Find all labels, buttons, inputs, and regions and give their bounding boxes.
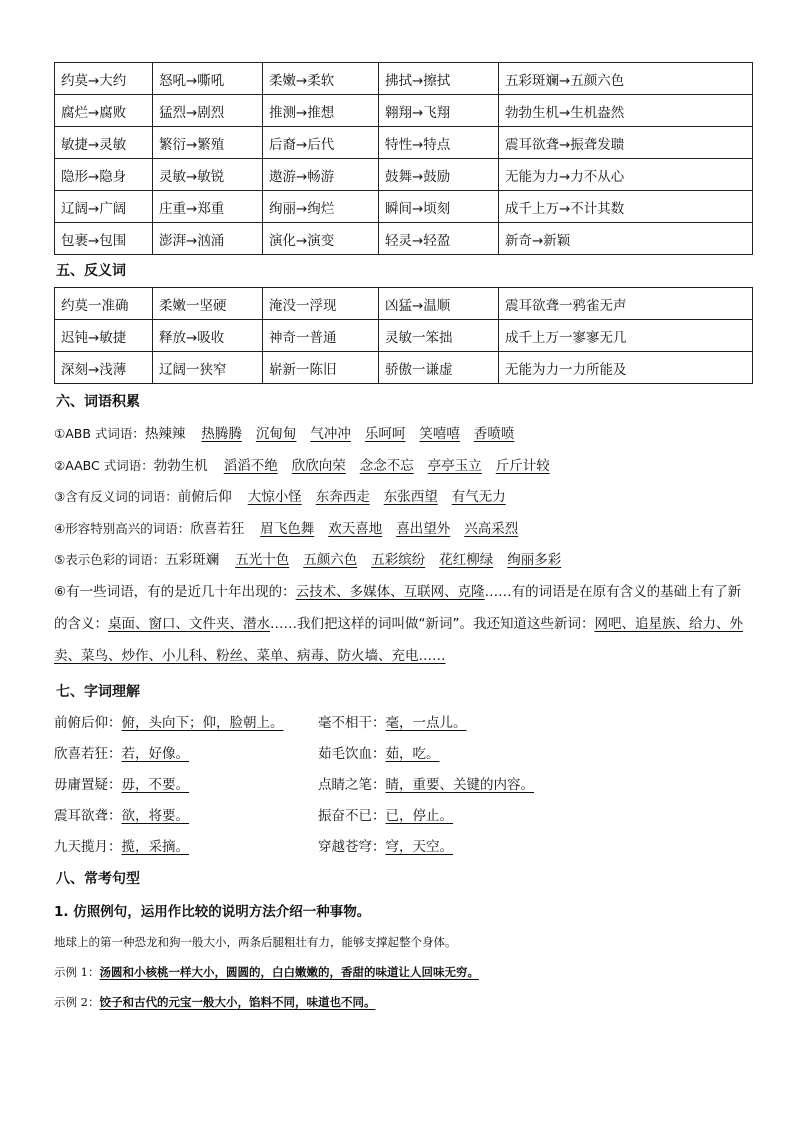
- antonym-row: [55, 320, 753, 352]
- answer-word: 有气无力: [451, 489, 506, 505]
- table-cell: 繁衍→繁殖: [153, 127, 263, 159]
- understand-row: [54, 739, 754, 770]
- answer-word: 斤斤计较: [495, 457, 550, 474]
- table-cell: 约莫一准确: [55, 288, 153, 320]
- understand-heading: 七、字词理解: [56, 683, 140, 700]
- answer-word: 气冲冲: [310, 426, 351, 442]
- table-cell: 腐烂→腐败: [55, 95, 153, 127]
- table-cell: 瞬间→顷刻: [379, 191, 499, 223]
- answer-label: 示例 1：: [54, 964, 100, 979]
- table-cell: 演化→演变: [263, 223, 379, 255]
- answer-word: 热腾腾: [201, 426, 242, 442]
- answer-period: 。: [467, 964, 479, 979]
- understand-item: [54, 801, 318, 832]
- definition-period: 。: [175, 838, 189, 855]
- table-cell: 迟钝→敏捷: [55, 320, 153, 352]
- definition-period: 。: [270, 714, 284, 731]
- definition: 穹，天空: [385, 838, 440, 855]
- definition-period: 。: [426, 745, 440, 762]
- word-line-label: ①ABB 式词语：: [54, 426, 145, 441]
- document-page: [54, 62, 754, 1017]
- answer-label: 示例 2：: [54, 994, 100, 1009]
- understand-item: [318, 832, 754, 863]
- understand-item: [54, 770, 318, 801]
- table-cell: 释放→吸收: [153, 320, 263, 352]
- answer-word: 眉飞色舞: [260, 520, 315, 537]
- answer-word: 五颜六色: [303, 552, 358, 568]
- term: 九天揽月：: [54, 838, 122, 855]
- understand-row: [54, 832, 754, 863]
- word-line: [54, 481, 754, 513]
- table-cell: 凶猛→温顺: [379, 288, 499, 320]
- answer-word: 绚丽多彩: [507, 552, 562, 568]
- definition-period: 。: [439, 838, 453, 855]
- word-line-label: ④形容特别高兴的词语：: [54, 520, 191, 536]
- word-lines: [54, 418, 754, 576]
- answer-word: 五光十色: [235, 552, 290, 568]
- word-line: [54, 418, 754, 450]
- word-line-answers: [248, 489, 520, 505]
- new-words-text-d: ……: [418, 647, 446, 664]
- answer-word: 五彩缤纷: [371, 552, 426, 568]
- table-cell: 新奇→新颖: [499, 223, 753, 255]
- table-cell: 震耳欲聋→振聋发聩: [499, 127, 753, 159]
- answer-word: 亭亭玉立: [427, 457, 482, 474]
- word-line: [54, 544, 754, 576]
- antonym-row: [55, 288, 753, 320]
- definition-period: 。: [175, 776, 189, 793]
- table-cell: 推测→推想: [263, 95, 379, 127]
- synonym-row: [55, 191, 753, 223]
- term: 毫不相干：: [318, 714, 386, 731]
- term: 震耳欲聋：: [54, 807, 122, 824]
- understand-item: [54, 832, 318, 863]
- table-cell: 辽阔一狭窄: [153, 352, 263, 384]
- word-line-answers: [224, 458, 564, 474]
- new-words-text-a: ⑥有一些词语，有的是近几十年出现的：: [54, 583, 296, 600]
- table-cell: 特性→特点: [379, 127, 499, 159]
- answer-text: 汤圆和小核桃一样大小，圆圆的，白白嫩嫩的，香甜的味道让人回味无穷: [99, 964, 468, 979]
- antonym-row: [55, 352, 753, 384]
- term: 振奋不已：: [318, 807, 386, 824]
- answer-word: 念念不忘: [359, 457, 414, 474]
- definition-period: 。: [175, 745, 189, 762]
- table-cell: 震耳欲聋一鸦雀无声: [499, 288, 753, 320]
- word-line-answers: [235, 552, 575, 568]
- table-cell: 鼓舞→鼓励: [379, 159, 499, 191]
- table-cell: 成千上万→不计其数: [499, 191, 753, 223]
- word-line: [54, 450, 754, 482]
- table-cell: 崭新一陈旧: [263, 352, 379, 384]
- synonym-table: [54, 62, 753, 255]
- definition-period: 。: [453, 714, 467, 731]
- term: 毋庸置疑：: [54, 776, 122, 793]
- table-cell: 灵敏→敏锐: [153, 159, 263, 191]
- synonym-row: [55, 63, 753, 95]
- word-line-label: ②AABC 式词语：: [54, 457, 154, 473]
- answer-word: 花红柳绿: [439, 552, 494, 568]
- understand-item: [318, 801, 754, 832]
- table-cell: 翱翔→飞翔: [379, 95, 499, 127]
- term: 茹毛饮血：: [318, 745, 386, 762]
- new-words-underline-1: 云技术、多媒体、互联网、克隆: [295, 583, 485, 600]
- answer-word: 滔滔不绝: [223, 457, 278, 474]
- question-example: 地球上的第一种恐龙和狗一般大小，两条后腿粗壮有力，能够支撑起整个身体。: [54, 934, 457, 949]
- table-cell: 勃勃生机→生机盎然: [499, 95, 753, 127]
- definition: 茹，吃: [385, 745, 426, 762]
- answer-word: 沉甸甸: [255, 426, 297, 442]
- table-cell: 遨游→畅游: [263, 159, 379, 191]
- word-line-answers: [260, 521, 532, 537]
- table-cell: 隐形→隐身: [55, 159, 153, 191]
- answer-word: 东奔西走: [315, 489, 370, 505]
- table-cell: 绚丽→绚烂: [263, 191, 379, 223]
- word-line-example: 前俯后仰: [177, 489, 232, 505]
- answer-word: 东张西望: [383, 489, 438, 505]
- table-cell: 包裹→包围: [55, 223, 153, 255]
- table-cell: 骄傲一谦虚: [379, 352, 499, 384]
- answer-period: 。: [363, 994, 376, 1009]
- word-line-example: 五彩斑斓: [165, 552, 220, 568]
- table-cell: 怒吼→嘶吼: [153, 63, 263, 95]
- synonym-row: [55, 159, 753, 191]
- definition: 已，停止: [385, 807, 440, 824]
- answer-word: 大惊小怪: [247, 489, 302, 505]
- table-cell: 无能为力→力不从心: [499, 159, 753, 191]
- understand-item: [318, 739, 754, 770]
- word-line-answers: [201, 426, 528, 442]
- question-title: 1. 仿照例句，运用作比较的说明方法介绍一种事物。: [54, 903, 371, 920]
- definition: 揽，采摘: [121, 838, 176, 855]
- table-cell: 无能为力一力所能及: [499, 352, 753, 384]
- understand-item: [54, 708, 318, 739]
- term: 点睛之笔：: [318, 776, 386, 793]
- understand-item: [318, 708, 754, 739]
- definition: 欲，将要: [121, 807, 176, 824]
- word-line-example: 热辣辣: [144, 426, 186, 442]
- understand-row: [54, 801, 754, 832]
- word-line-label: ③含有反义词的词语：: [54, 489, 178, 504]
- antonym-table: [54, 287, 753, 384]
- answer-word: 兴高采烈: [464, 520, 519, 537]
- new-words-underline-2: 桌面、窗口、文件夹、潜水: [108, 615, 270, 632]
- word-line: [54, 513, 754, 545]
- answer-word: 喜出望外: [396, 520, 451, 537]
- answer-example: [54, 957, 754, 987]
- answer-text: 饺子和古代的元宝一般大小，馅料不同，味道也不同: [99, 994, 364, 1009]
- definition-period: 。: [520, 776, 534, 793]
- table-cell: 轻灵→轻盈: [379, 223, 499, 255]
- word-line-example: 勃勃生机: [153, 457, 208, 474]
- understand-list: [54, 708, 754, 863]
- definition: 俯，头向下；仰，脸朝上: [121, 714, 270, 731]
- understand-row: [54, 770, 754, 801]
- term: 欣喜若狂：: [54, 745, 122, 762]
- definition: 毋，不要: [121, 776, 176, 793]
- answer-word: 香喷喷: [473, 426, 515, 442]
- table-cell: 猛烈→剧烈: [153, 95, 263, 127]
- new-words-text-b: ……有的词语是在原有含义的基础上有了新的含义：: [54, 583, 742, 632]
- table-cell: 澎湃→汹涌: [153, 223, 263, 255]
- table-cell: 五彩斑斓→五颜六色: [499, 63, 753, 95]
- table-cell: 辽阔→广阔: [55, 191, 153, 223]
- answer-word: 欢天喜地: [328, 520, 383, 537]
- table-cell: 敏捷→灵敏: [55, 127, 153, 159]
- table-cell: 柔嫩一坚硬: [153, 288, 263, 320]
- synonym-row: [55, 95, 753, 127]
- definition: 若，好像: [121, 745, 176, 762]
- answer-word: 笑嘻嘻: [419, 426, 460, 442]
- answer-example: [54, 987, 754, 1017]
- synonym-row: [55, 127, 753, 159]
- table-cell: 灵敏一笨拙: [379, 320, 499, 352]
- new-words-paragraph: [54, 576, 754, 672]
- antonym-heading: 五、反义词: [56, 263, 126, 279]
- answer-list: [54, 957, 754, 1017]
- table-cell: 深刻→浅薄: [55, 352, 153, 384]
- definition-period: 。: [439, 807, 453, 824]
- words-heading: 六、词语积累: [56, 394, 140, 410]
- term: 前俯后仰：: [54, 714, 122, 731]
- sentence-heading: 八、常考句型: [56, 870, 140, 887]
- table-cell: 庄重→郑重: [153, 191, 263, 223]
- understand-item: [318, 770, 754, 801]
- definition-period: 。: [175, 807, 189, 824]
- word-line-label: ⑤表示色彩的词语：: [54, 552, 166, 567]
- word-line-example: 欣喜若狂: [190, 520, 245, 537]
- table-cell: 淹没一浮现: [263, 288, 379, 320]
- table-cell: 后裔→后代: [263, 127, 379, 159]
- synonym-row: [55, 223, 753, 255]
- term: 穿越苍穹：: [318, 838, 386, 855]
- table-cell: 拂拭→擦拭: [379, 63, 499, 95]
- understand-item: [54, 739, 318, 770]
- new-words-underline-3: 网吧、追星族、给力、外卖、菜鸟、炒作、小儿科、粉丝、菜单、病毒、防火墙、充电: [54, 615, 743, 664]
- answer-word: 欣欣向荣: [291, 457, 346, 474]
- understand-row: [54, 708, 754, 739]
- table-cell: 约莫→大约: [55, 63, 153, 95]
- answer-word: 乐呵呵: [364, 426, 406, 442]
- new-words-text-c: ……我们把这样的词叫做“新词”。我还知道这些新词：: [270, 615, 595, 632]
- table-cell: 柔嫩→柔软: [263, 63, 379, 95]
- definition: 睛，重要、关键的内容: [385, 776, 521, 793]
- table-cell: 成千上万一寥寥无几: [499, 320, 753, 352]
- table-cell: 神奇一普通: [263, 320, 379, 352]
- definition: 毫，一点儿: [385, 714, 453, 731]
